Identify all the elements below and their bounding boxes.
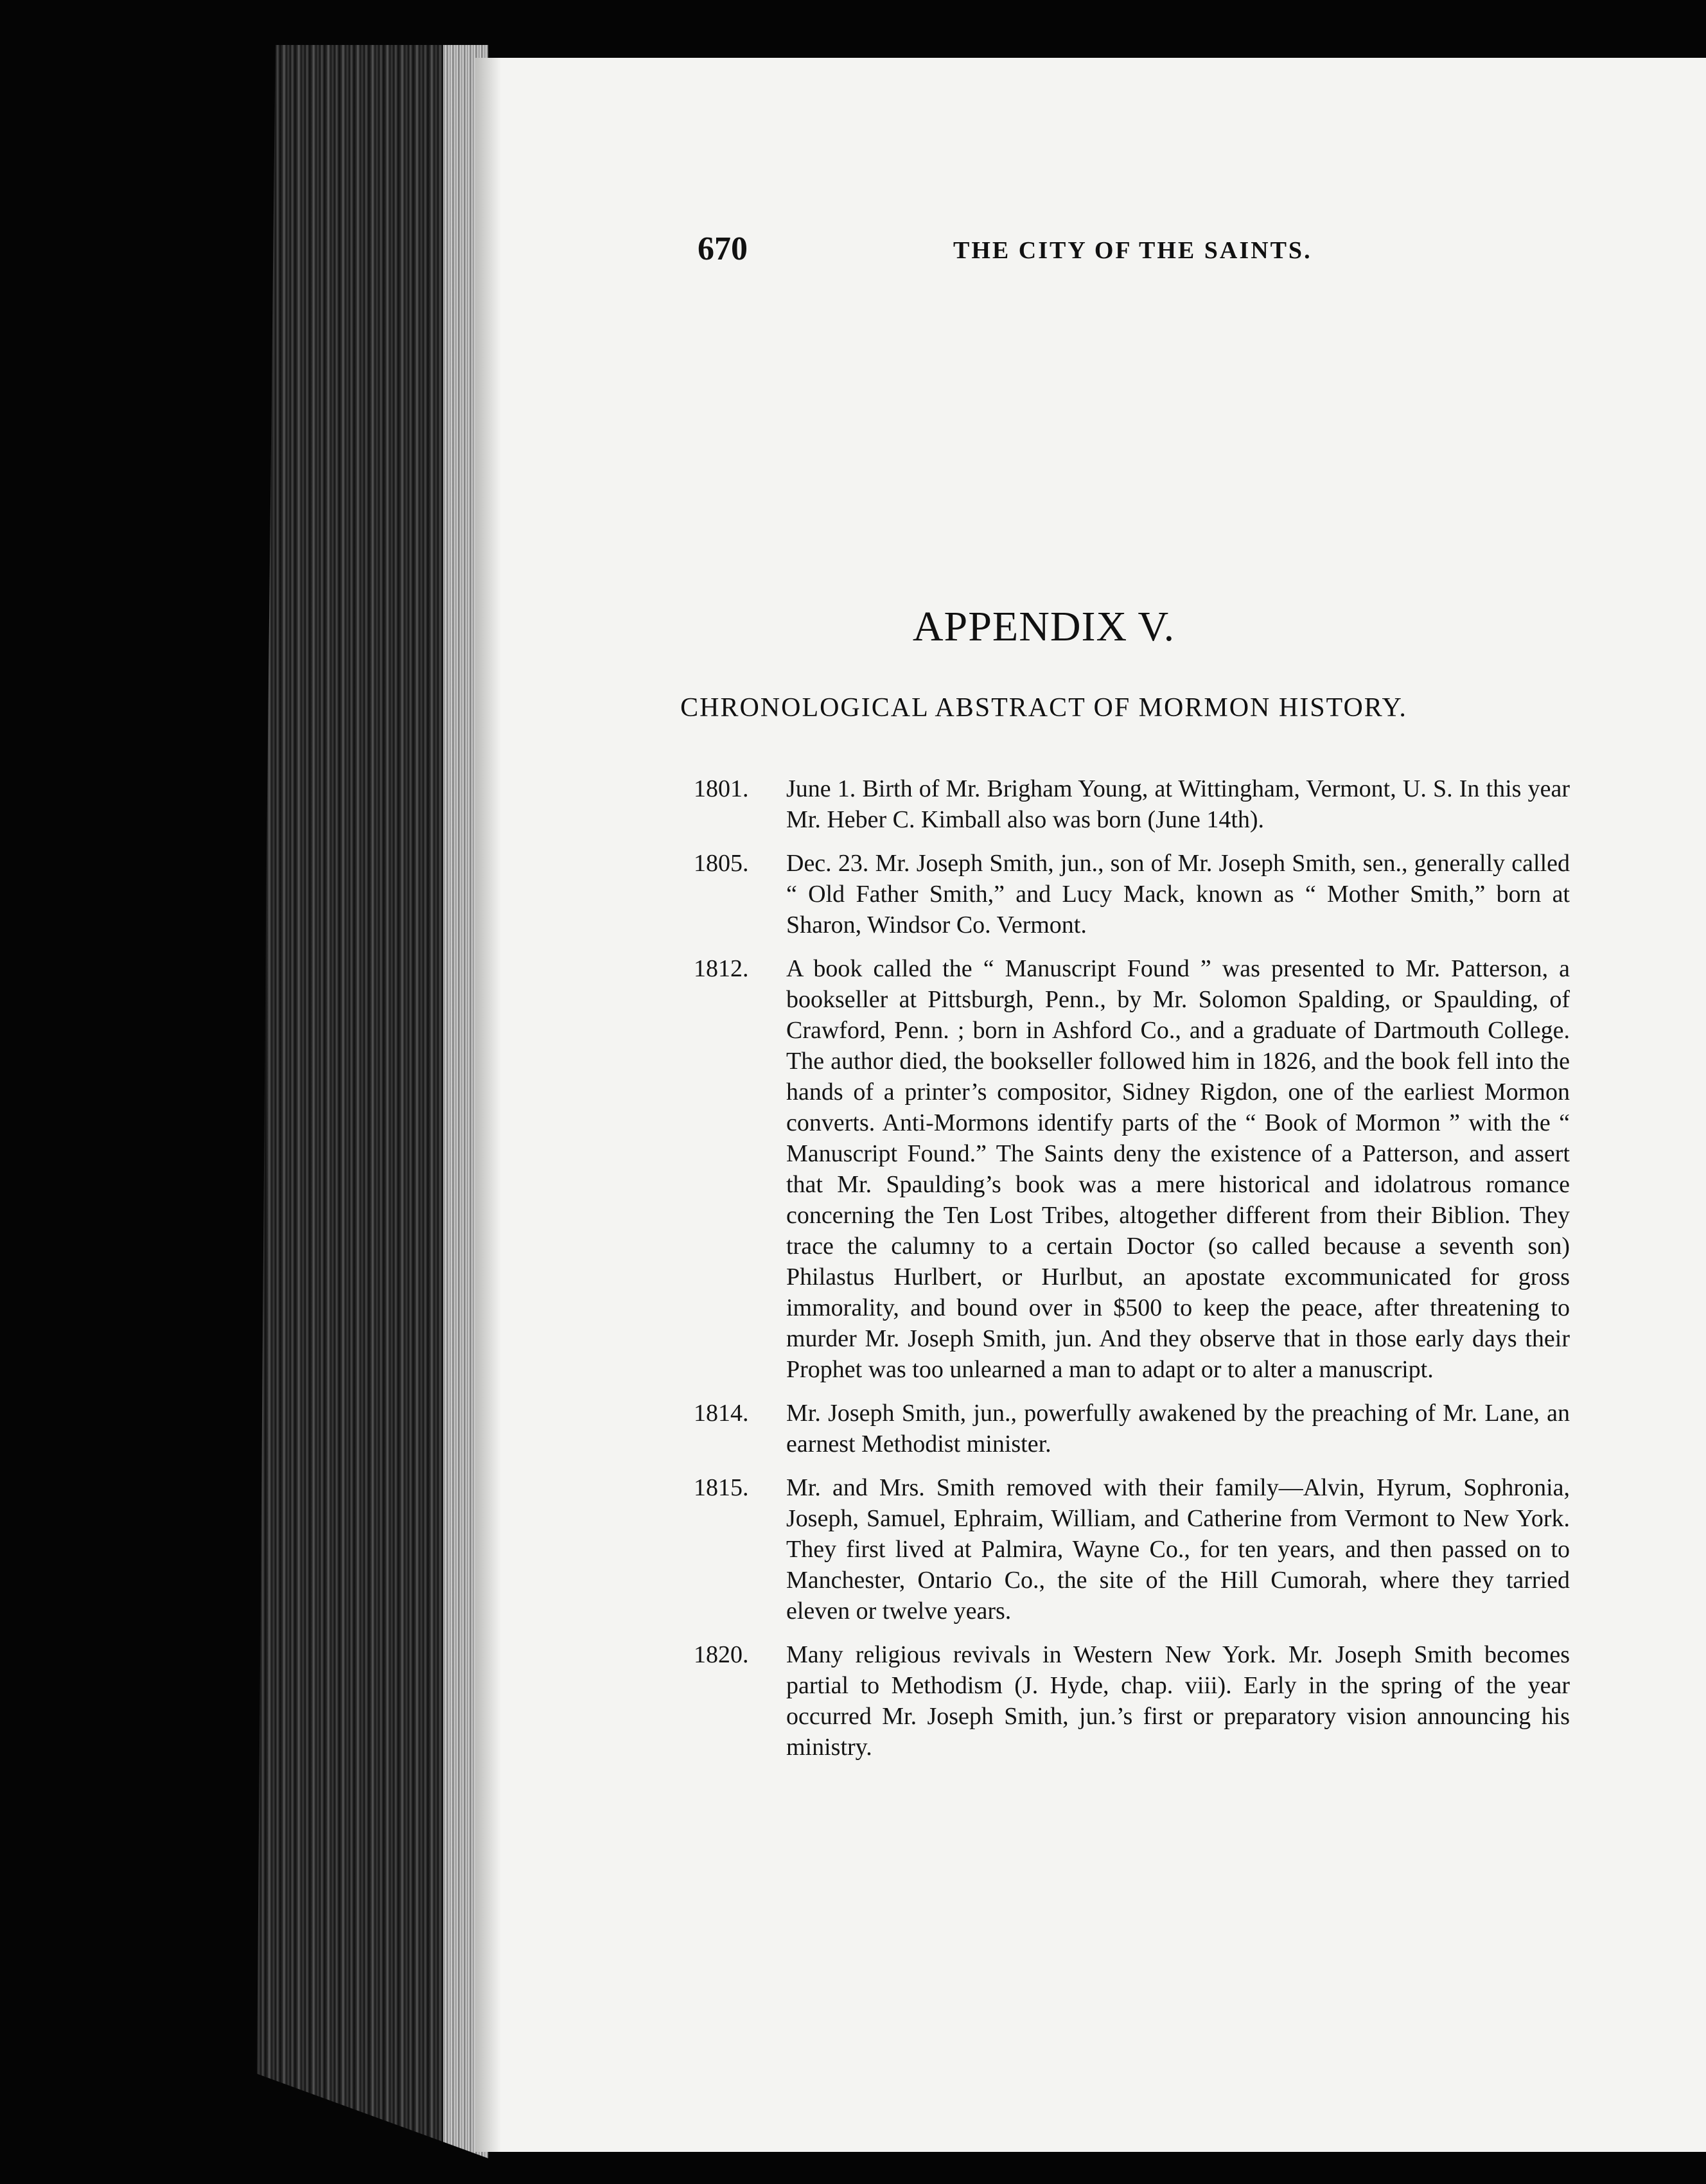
chronology-list — [694, 773, 1570, 1775]
book-page-edges — [257, 45, 488, 2158]
section-title: CHRONOLOGICAL ABSTRACT OF MORMON HISTORY. — [680, 693, 1407, 723]
chronology-entry — [694, 848, 1570, 940]
entry-year: 1805. — [694, 850, 749, 877]
entry-year: 1820. — [694, 1641, 749, 1668]
chronology-entry — [694, 1398, 1570, 1459]
running-head: THE CITY OF THE SAINTS. — [953, 237, 1312, 264]
entry-text: Many religious revivals in Western New York. Mr. Joseph Smith becomes partial to Methodism (J. Hyde, chap. viii). Early in the spring of the year occurred Mr. Joseph Smith, jun.’s first or preparatory vision announcing his ministry. — [786, 1641, 1570, 1761]
entry-text: Dec. 23. Mr. Joseph Smith, jun., son of Mr. Joseph Smith, sen., generally called “ Old Father Smith,” and Lucy Mack, known as “ Mother Smith,” born at Sharon, Windsor Co. Vermont. — [786, 850, 1570, 938]
chronology-entry — [694, 773, 1570, 835]
entry-text: A book called the “ Manuscript Found ” was presented to Mr. Patterson, a bookseller at Pittsburgh, Penn., by Mr. Solomon Spalding, or Spaulding, of Crawford, Penn. ; born in Ashford Co., and a graduate of Dartmouth College. The author died, the bookseller followed him in 1826, and the book fell into the hands of a printer’s compositor, Sidney Rigdon, one of the earliest Mormon converts. Anti-Mormons identify parts of the “ Book of Mormon ” with the “ Manuscript Found.” The Saints deny the existence of a Patterson, and assert that Mr. Spaulding’s book was a mere historical and idolatrous romance concerning the Ten Lost Tribes, altogether different from their Biblion. They trace the calumny to a certain Doctor (so called because a seventh son) Philastus Hurlbert, or Hurlbut, an apostate excommunicated for gross immorality, and bound over in $500 to keep the peace, after threatening to murder Mr. Joseph Smith, jun. And they observe that in those early days their Prophet was too unlearned a man to adapt or to alter a manuscript. — [786, 955, 1570, 1383]
entry-text: June 1. Birth of Mr. Brigham Young, at Wittingham, Vermont, U. S. In this year Mr. Heber C. Kimball also was born (June 14th). — [786, 775, 1570, 833]
page-header — [698, 230, 1436, 275]
chronology-entry — [694, 1472, 1570, 1626]
entry-year: 1815. — [694, 1474, 749, 1501]
book-page — [475, 58, 1706, 2152]
chronology-entry — [694, 953, 1570, 1385]
page-number: 670 — [698, 231, 748, 267]
entry-year: 1801. — [694, 775, 749, 802]
entry-text: Mr. and Mrs. Smith removed with their family—Alvin, Hyrum, Sophronia, Joseph, Samuel, Ephraim, William, and Catherine from Vermont to New York. They first lived at Palmira, Wayne Co., for ten years, and then passed on to Manchester, Ontario Co., the site of the Hill Cumorah, where they tarried eleven or twelve years. — [786, 1474, 1570, 1625]
entry-year: 1812. — [694, 955, 749, 982]
entry-text: Mr. Joseph Smith, jun., powerfully awakened by the preaching of Mr. Lane, an earnest Methodist minister. — [786, 1400, 1570, 1457]
entry-year: 1814. — [694, 1400, 749, 1427]
appendix-title: APPENDIX V. — [912, 603, 1175, 650]
chronology-entry — [694, 1639, 1570, 1763]
